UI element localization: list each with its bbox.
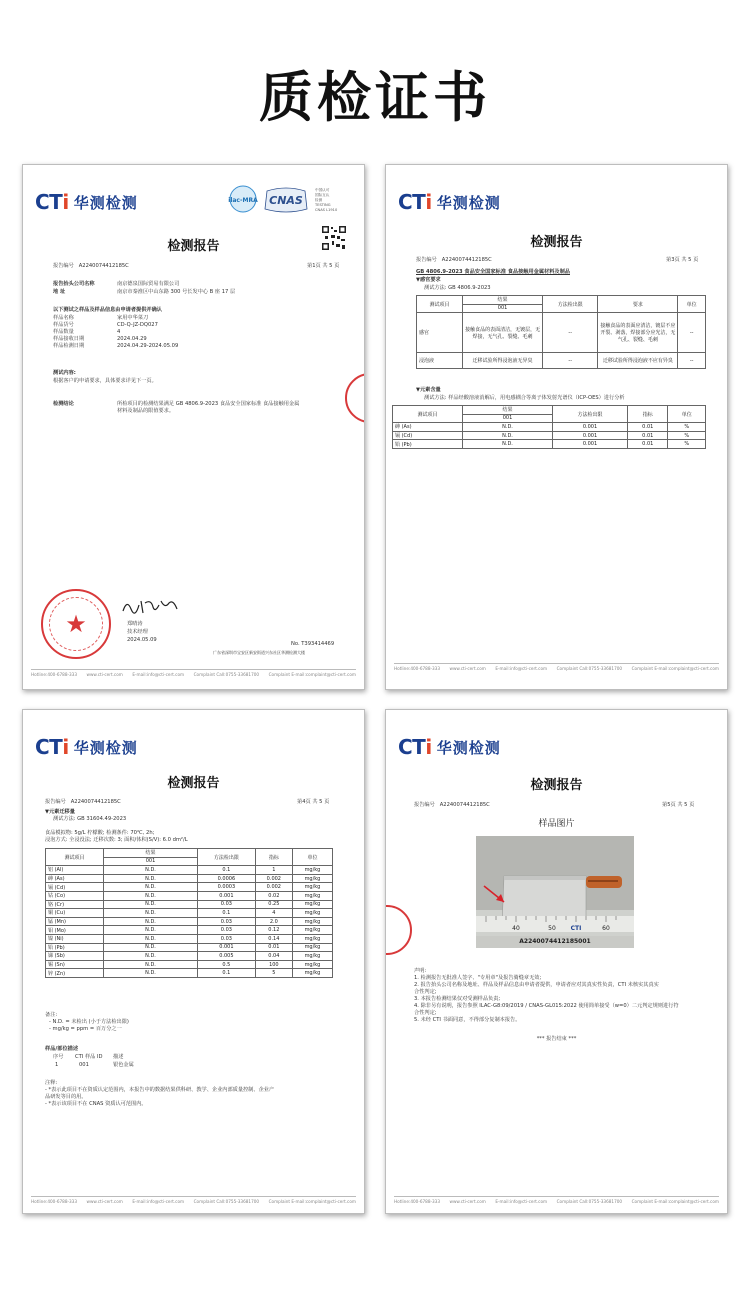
signer-block: 郑晴涛 技术经理 2024.05.09 — [127, 621, 157, 643]
sample-row: 样品检测日期 2024.04.29-2024.05.09 — [53, 343, 179, 349]
cti-logo: CTi 华测检测 — [35, 735, 138, 759]
table-row: 锌 (Zn) N.D. 0.1 5 mg/kg — [46, 969, 333, 978]
table-row: 铬 (Cr) N.D. 0.03 0.25 mg/kg — [46, 900, 333, 909]
table-row: 钼 (Mo) N.D. 0.03 0.12 mg/kg — [46, 926, 333, 935]
element-label: ▼元素含量 — [416, 387, 441, 393]
conclusion-label: 检测结论 — [53, 401, 74, 407]
part-description-label: 样品/部位描述 — [45, 1046, 79, 1052]
page-number: 第5页 共 5 页 — [662, 802, 695, 808]
table-row: 铜 (Cu) N.D. 0.1 4 mg/kg — [46, 909, 333, 918]
table-row: 铝 (Al) N.D. 0.1 1 mg/kg — [46, 866, 333, 875]
page-footer: Hotline:400-6788-333 www.cti-cert.com E-mail:info@cti-cert.com Complaint Call:0755-33681700 Complaint E-mail:complaint@cti-cert.com — [394, 663, 719, 671]
table-row: 锡 (Sn) N.D. 0.5 100 mg/kg — [46, 960, 333, 969]
ilac-mra-logo — [227, 185, 259, 215]
declaration: 声明: 1. 检测报告无批准人签字、"专用章"及报告骑缝章无效; 2. 报告抬头公司名称及地址、样品及样品信息由申请者提供，申请者应对其真实性负责，CTI 未核实其真实 合性判定; 3. 本报告检测结果仅对受测样品负责; 4. 除非另有说明，报告参照 ILAC-G8:09/2019 / CNAS-GL015:2022 使用简单接受（w=0）二元判定规则进行符 合性判定; 5. 未经 CTI 书面同意，不得部分复制本报告。 — [414, 968, 679, 1023]
element-table: 测试项目 结果 方法检出限 指标 单位 001 砷 (As) N.D. 0.001 0.01 % 镉 (Cd) N.D. 0.001 0.01 % 铅 (Pb) N.D. 0.001 0.01 % — [392, 405, 706, 449]
table-row: 镉 (Cd) N.D. 0.0003 0.002 mg/kg — [46, 883, 333, 892]
svg-text:40: 40 — [512, 925, 520, 932]
page-footer: Hotline:400-6788-333 www.cti-cert.com E-mail:info@cti-cert.com Complaint Call:0755-33681700 Complaint E-mail:complaint@cti-cert.com — [31, 669, 356, 677]
test-request: 根据客户的申请要求，具体要求详见下一页。 — [53, 378, 157, 384]
report-no: 报告编号 A2240074412185C — [45, 799, 121, 805]
report-page-3 — [385, 164, 728, 690]
table-row: 砷 (As) N.D. 0.001 0.01 % — [393, 423, 706, 432]
side-seal — [345, 373, 365, 423]
svg-text:50: 50 — [548, 925, 556, 932]
part-description-header: 序号 CTI 样品 ID 描述 — [53, 1054, 124, 1060]
address-row: 地 址 南京市秦淮区中山东路 300 号长发中心 B 座 17 层 — [53, 289, 236, 295]
page-footer: Hotline:400-6788-333 www.cti-cert.com E-mail:info@cti-cert.com Complaint Call:0755-33681700 Complaint E-mail:complaint@cti-cert.com — [394, 1196, 719, 1204]
simulant: 食品模拟物: 5g/L 柠檬酸; 检测条件: 70℃, 2h; — [45, 830, 155, 836]
migration-method: 测试方法: GB 31604.49-2023 — [53, 816, 127, 822]
table-row: 铅 (Pb) N.D. 0.001 0.01 % — [393, 440, 706, 449]
table-row: 锰 (Mn) N.D. 0.03 2.0 mg/kg — [46, 917, 333, 926]
sample-row: 样品货号 CD-Q-JZ-DQ027 — [53, 322, 158, 328]
accred-text: 中国认可 国际互认 检测 TESTING CNAS L1910 — [315, 188, 338, 212]
cti-logo: CTi 华测检测 — [398, 735, 501, 759]
element-method: 测试方法: 样品经酸溶液消解后，用电感耦合等离子体发射光谱仪（ICP-OES）进行分析 — [424, 395, 625, 401]
table-row: 浸泡液 迁移试验所得浸泡液无异臭 -- 迁移试验所得浸泡液不应有异臭 -- — [417, 353, 706, 369]
report-title: 检测报告 — [167, 239, 220, 254]
migration-table: 测试项目 结果 方法检出限 指标 单位 001 铝 (Al) N.D. 0.1 1 mg/kg 砷 (As) N.D. 0.0006 0.002 mg/kg 镉 (Cd) N.D. 0.0003 0.002 mg/kg 钴 (Co) N.D. 0.001 0.02 mg/kg 铬 (Cr) N.D. 0.03 0.25 mg/kg 铜 (Cu) N.D. 0.1 4 mg/kg 锰 (Mn) N.D. 0.03 2.0 mg/kg 钼 (Mo) N.D. 0.03 0.12 mg/kg 镍 (Ni) N.D. 0.03 0.14 mg/kg 铅 (Pb) N.D. 0.001 0.01 mg/kg 锑 (Sb) N.D. 0.005 0.04 mg/kg 锡 (Sn) N.D. 0.5 100 mg/kg 锌 (Zn) N.D. 0.1 5 mg/kg — [45, 848, 333, 978]
sample-section-title: 以下测试之样品及样品信息由申请者提供并确认 — [53, 307, 162, 313]
photo-caption: A2240074412185001 — [519, 938, 591, 945]
report-no: 报告编号 A2240074412185C — [53, 263, 129, 269]
serial-number: No. T393414469 — [291, 641, 335, 647]
table-row: 铅 (Pb) N.D. 0.001 0.01 mg/kg — [46, 943, 333, 952]
report-title: 检测报告 — [530, 778, 583, 793]
notes: 注释: - *表示此项目不在资质认定范围内，本报告中的数据结果供科研、教学、企业内部质量控制、企业产 品研发等目的用。 - *表示该项目不在 CNAS 资质认可范围内。 — [45, 1080, 275, 1107]
sensory-method: 测试方法: GB 4806.9-2023 — [424, 285, 491, 291]
cti-logo: CTi 华测检测 — [398, 190, 501, 214]
report-title: 检测报告 — [530, 235, 583, 250]
report-page-1 — [22, 164, 365, 690]
remarks: 备注: - N.D. = 未检出 (小于方法检出限) - mg/kg = ppm = 百万分之一 — [45, 1012, 129, 1032]
page-number: 第3页 共 5 页 — [666, 257, 699, 263]
conclusion: 所检项目的检测结果满足 GB 4806.9-2023 食品安全国家标准 食品接触用金属 材料及制品的限值要求。 — [117, 401, 300, 414]
sample-row: 样品名称 家用中华菜刀 — [53, 315, 149, 321]
sample-photo — [476, 836, 634, 948]
svg-text:60: 60 — [602, 925, 610, 932]
standard-title: GB 4806.9-2023 食品安全国家标准 食品接触用金属材料及制品 — [416, 269, 570, 275]
report-end: *** 报告结束 *** — [536, 1036, 577, 1042]
client-row: 报告抬头公司名称 南京德泉国际贸易有限公司 — [53, 281, 180, 287]
sensory-label: ▼感官要求 — [416, 277, 441, 283]
report-no: 报告编号 A2240074412185C — [414, 802, 490, 808]
page-footer: Hotline:400-6788-333 www.cti-cert.com E-mail:info@cti-cert.com Complaint Call:0755-33681700 Complaint E-mail:complaint@cti-cert.com — [31, 1196, 356, 1204]
page-title: 质检证书 — [259, 66, 491, 129]
report-title: 检测报告 — [167, 776, 220, 791]
cnas-logo — [261, 187, 311, 213]
table-row: 镉 (Cd) N.D. 0.001 0.01 % — [393, 431, 706, 440]
company-seal: ★ — [41, 589, 111, 659]
report-page-4 — [22, 709, 365, 1214]
page-number: 第4页 共 5 页 — [297, 799, 330, 805]
sensory-table: 测试项目 结果 方法检出限 要求 单位 001 感官 接触食品的表面清洁，无镀层，无焊接，无气孔、裂缝、毛刺 -- 接触食品的表面应清洁，镀层不应开裂、剥落，焊接部分应光洁，无气孔、裂缝、毛刺 -- 浸泡液 迁移试验所得浸泡液无异臭 -- 迁移试验所得浸泡液不应有异臭 -- — [416, 295, 706, 369]
table-row: 锑 (Sb) N.D. 0.005 0.04 mg/kg — [46, 952, 333, 961]
sample-row: 样品接收日期 2024.04.29 — [53, 336, 147, 342]
side-seal — [385, 905, 412, 955]
company-address: 广东省深圳市宝安区新安街道兴东社区华测检测大楼 — [213, 650, 305, 655]
test-request-label: 测试内容: — [53, 370, 76, 376]
migration-label: ▼元素迁移量 — [45, 809, 75, 815]
conditions: 浸泡方式: 全浸没法; 迁移次数: 3; 面积/体积(S/V): 6.0 dm²/L — [45, 837, 188, 843]
report-page-5 — [385, 709, 728, 1214]
page-number: 第1页 共 5 页 — [307, 263, 340, 269]
photo-title: 样品图片 — [538, 819, 575, 829]
sample-info-list — [53, 315, 179, 350]
signature — [121, 597, 181, 617]
cti-logo: CTi 华测检测 — [35, 190, 138, 214]
svg-text:ilac-MRA: ilac-MRA — [228, 197, 258, 204]
table-row: 镍 (Ni) N.D. 0.03 0.14 mg/kg — [46, 934, 333, 943]
svg-text:CNAS: CNAS — [269, 194, 303, 207]
table-row: 钴 (Co) N.D. 0.001 0.02 mg/kg — [46, 891, 333, 900]
table-row: 感官 接触食品的表面清洁，无镀层，无焊接，无气孔、裂缝、毛刺 -- 接触食品的表面应清洁，镀层不应开裂、剥落，焊接部分应光洁，无气孔、裂缝、毛刺 -- — [417, 313, 706, 353]
report-no: 报告编号 A2240074412185C — [416, 257, 492, 263]
table-row: 砷 (As) N.D. 0.0006 0.002 mg/kg — [46, 874, 333, 883]
part-description-row: 1 001 银色金属 — [55, 1062, 134, 1068]
svg-text:CTI: CTI — [570, 925, 582, 932]
sample-row: 样品数量 4 — [53, 329, 121, 335]
